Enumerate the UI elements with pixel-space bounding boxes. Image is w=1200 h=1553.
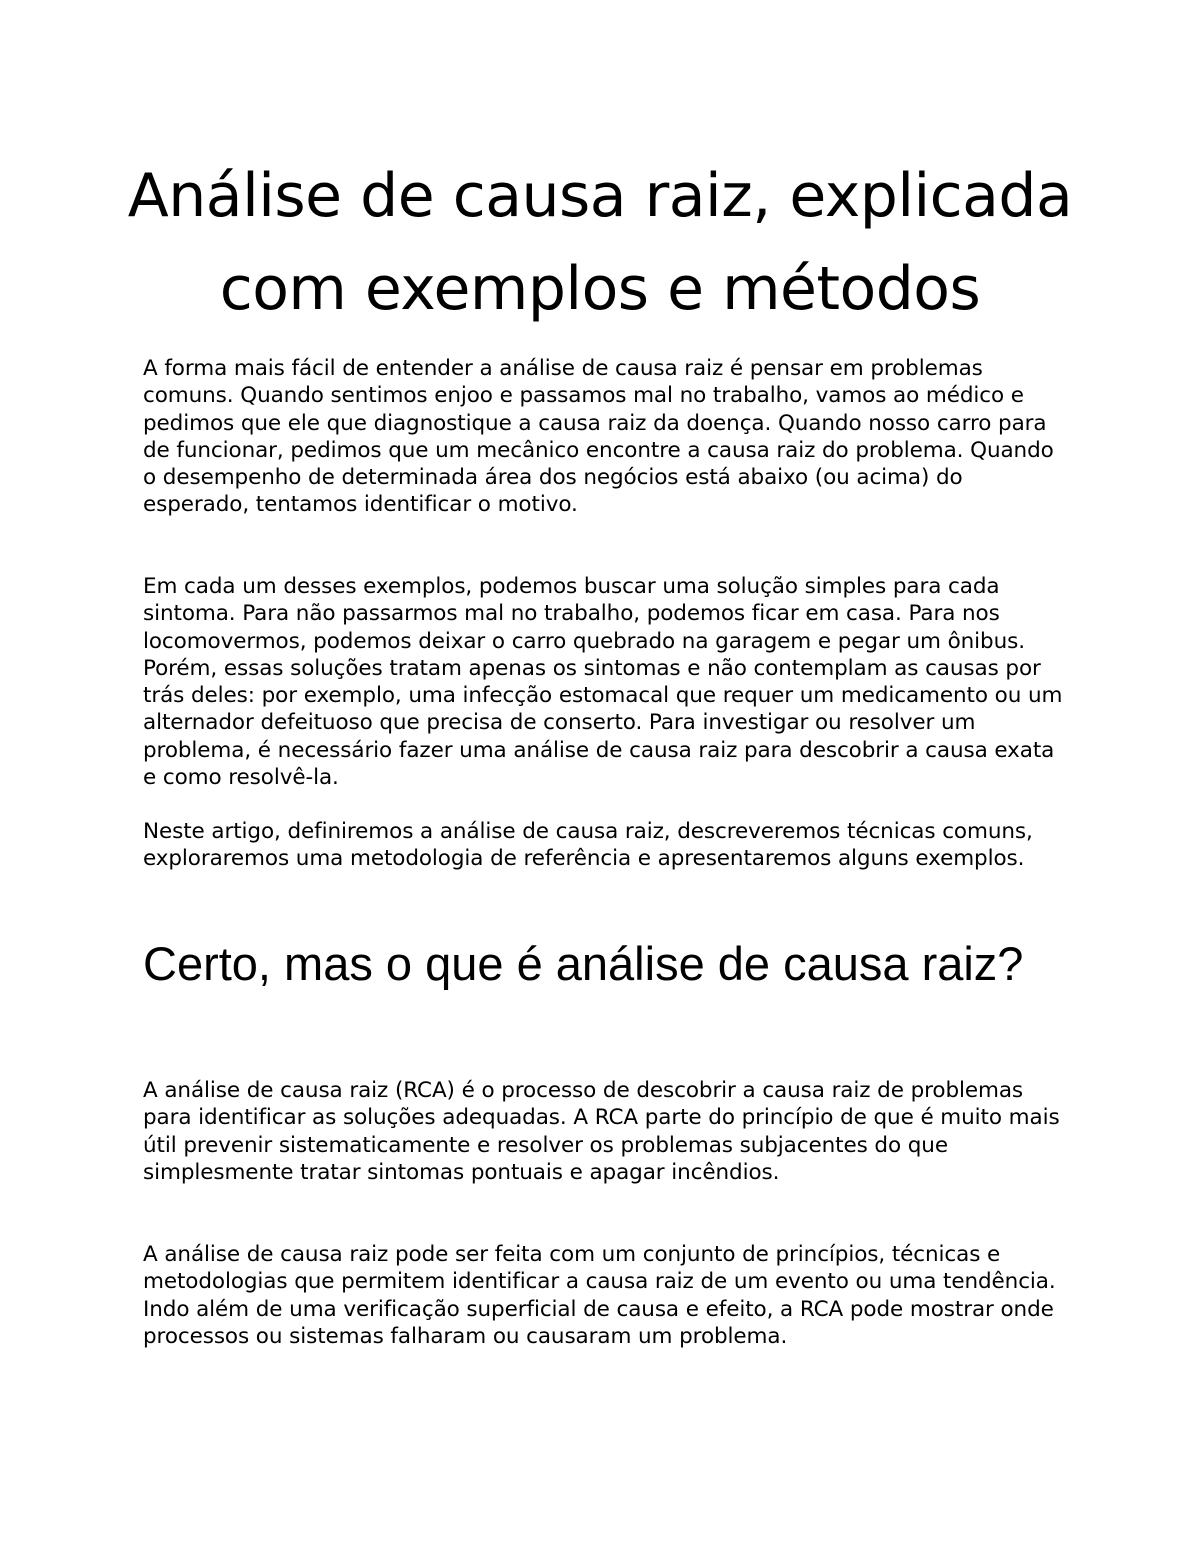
intro-paragraph-3: Neste artigo, definiremos a análise de causa raiz, descreveremos técnicas comuns, exploraremos uma metodologia de referência e apresentaremos alguns exemplos.	[143, 819, 1033, 872]
document-title: Análise de causa raiz, explicada com exemplos e métodos	[127, 161, 1073, 324]
intro-paragraph-1: A forma mais fácil de entender a análise de causa raiz é pensar em problemas comuns. Quando sentimos enjoo e passamos mal no trabalho, vamos ao médico e pedimos que ele que diagnostique a causa raiz da doença. Quando nosso carro para de funcionar, pedimos que um mecânico encontre a causa raiz do problema. Quando o desempenho de determinada área dos negócios está abaixo (ou acima) do esperado, tentamos identificar o motivo.	[143, 356, 1054, 518]
section-heading: Certo, mas o que é análise de causa raiz?	[143, 937, 1024, 990]
section-paragraph-2: A análise de causa raiz pode ser feita com um conjunto de princípios, técnicas e metodologias que permitem identificar a causa raiz de um evento ou uma tendência. Indo além de uma verificação superficial de causa e efeito, a RCA pode mostrar onde processos ou sistemas falharam ou causaram um problema.	[143, 1242, 1056, 1349]
section-paragraph-1: A análise de causa raiz (RCA) é o processo de descobrir a causa raiz de problemas para identificar as soluções adequadas. A RCA parte do princípio de que é muito mais útil prevenir sistematicamente e resolver os problemas subjacentes do que simplesmente tratar sintomas pontuais e apagar incêndios.	[143, 1078, 1060, 1185]
intro-paragraph-2: Em cada um desses exemplos, podemos buscar uma solução simples para cada sintoma. Para não passarmos mal no trabalho, podemos ficar em casa. Para nos locomovermos, podemos deixar o carro quebrado na garagem e pegar um ônibus. Porém, essas soluções tratam apenas os sintomas e não contemplam as causas por trás deles: por exemplo, uma infecção estomacal que requer um medicamento ou um alternador defeituoso que precisa de conserto. Para investigar ou resolver um problema, é necessário fazer uma análise de causa raiz para descobrir a causa exata e como resolvê-la.	[143, 574, 1063, 791]
